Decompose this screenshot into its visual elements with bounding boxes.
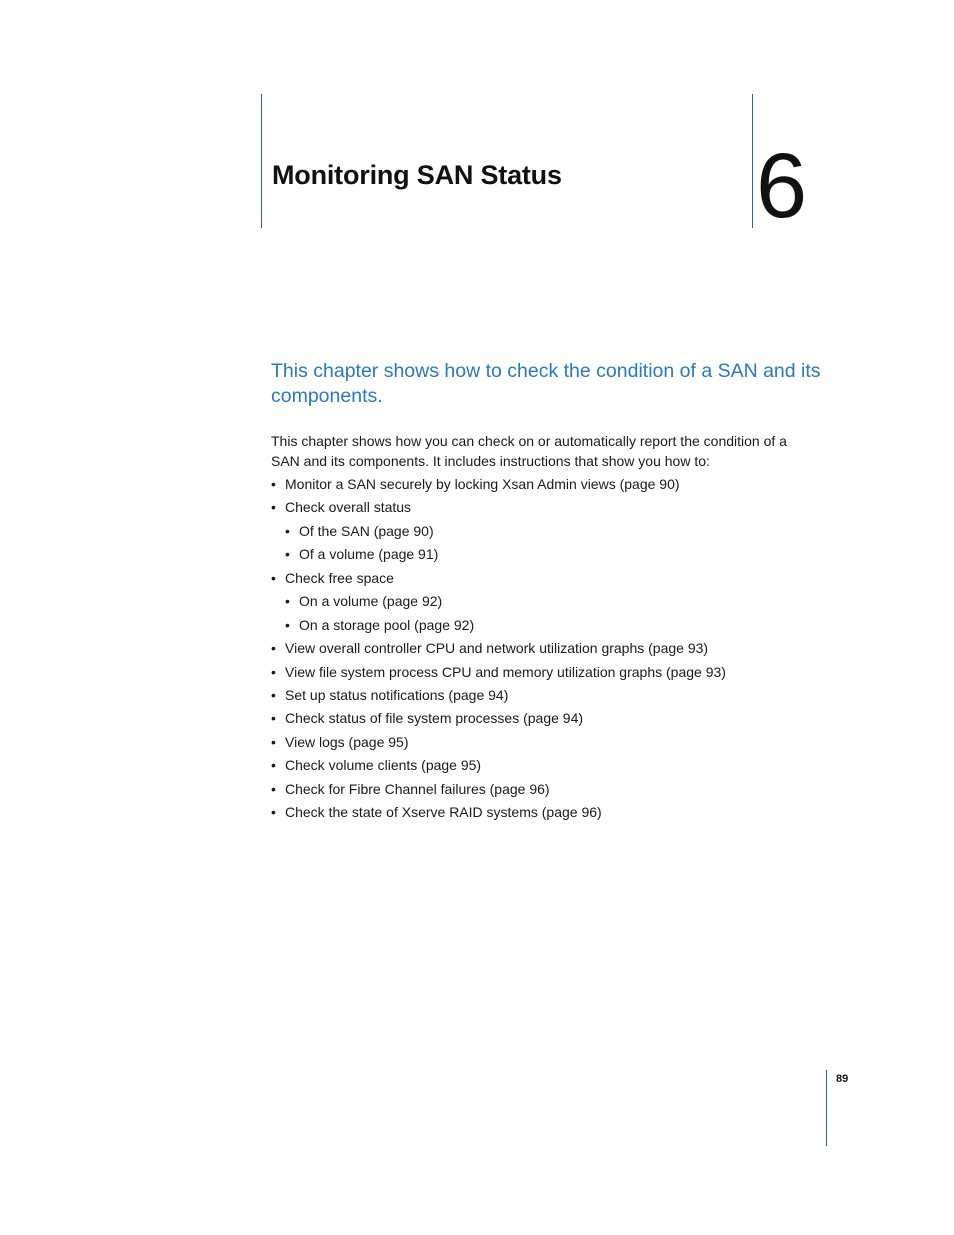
list-item	[271, 474, 726, 497]
bullet-marker: •	[271, 499, 276, 516]
list-item	[271, 779, 726, 802]
list-item-text: On a volume (page 92)	[299, 593, 443, 610]
body-paragraph: This chapter shows how you can check on or automatically report the condition of a SAN and its components. It includes instructions that show you how to:	[271, 433, 787, 469]
list-item	[271, 755, 726, 778]
list-item-text: Check overall status	[285, 499, 412, 516]
bullet-marker: •	[271, 640, 276, 657]
bullet-marker: •	[271, 804, 276, 821]
list-item-text: Of the SAN (page 90)	[299, 522, 434, 539]
chapter-title: Monitoring SAN Status	[272, 160, 562, 190]
list-item	[271, 497, 726, 520]
sub-list-item	[271, 615, 726, 638]
bullet-marker: •	[271, 569, 276, 586]
list-item-text: Check volume clients (page 95)	[285, 757, 482, 774]
list-item	[271, 662, 726, 685]
chapter-rule-left	[261, 94, 262, 228]
list-item	[271, 802, 726, 825]
chapter-number: 6	[756, 135, 808, 237]
chapter-rule-right	[752, 94, 753, 228]
list-item	[271, 568, 726, 591]
list-item-text: Check for Fibre Channel failures (page 96)	[285, 780, 550, 797]
bullet-marker: •	[285, 616, 290, 633]
list-item-text: Check the state of Xserve RAID systems (page 96)	[285, 804, 602, 821]
list-item-text: Monitor a SAN securely by locking Xsan Admin views (page 90)	[285, 476, 680, 492]
bullet-marker: •	[271, 686, 276, 703]
list-item-text: Check free space	[285, 569, 394, 586]
sub-list-item	[271, 591, 726, 614]
list-item	[271, 685, 726, 708]
bullet-marker: •	[285, 522, 290, 539]
bullet-marker: •	[285, 593, 290, 610]
page-number: 89	[836, 1073, 849, 1085]
list-item-text: On a storage pool (page 92)	[299, 616, 475, 633]
folio-rule	[826, 1070, 827, 1146]
sub-list-item	[271, 544, 726, 567]
list-item	[271, 708, 726, 731]
bullet-marker: •	[271, 710, 276, 727]
list-item-text: View file system process CPU and memory utilization graphs (page 93)	[285, 663, 726, 680]
bullet-marker: •	[271, 757, 276, 774]
sub-list-item	[271, 521, 726, 544]
topic-list	[271, 474, 726, 826]
list-item-text: Check status of file system processes (page 94)	[285, 710, 584, 727]
bullet-marker: •	[285, 546, 290, 563]
list-item	[271, 638, 726, 661]
bullet-marker: •	[271, 663, 276, 680]
bullet-marker: •	[271, 476, 276, 492]
list-item	[271, 732, 726, 755]
list-item-text: View logs (page 95)	[285, 733, 409, 750]
bullet-marker: •	[271, 733, 276, 750]
list-item-text: Set up status notifications (page 94)	[285, 686, 509, 703]
list-item-text: View overall controller CPU and network utilization graphs (page 93)	[285, 640, 709, 657]
chapter-intro: This chapter shows how to check the condition of a SAN and its components.	[271, 360, 821, 407]
list-item-text: Of a volume (page 91)	[299, 546, 439, 563]
bullet-marker: •	[271, 780, 276, 797]
